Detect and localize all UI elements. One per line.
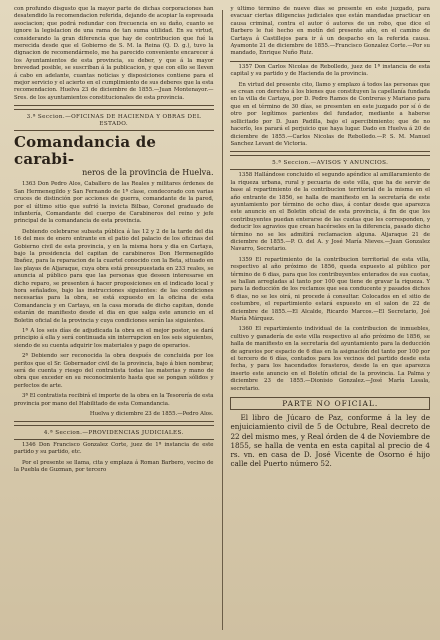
section-rule	[14, 105, 214, 110]
notice-1363-intro: 1363 Don Pedro Alos, Caballero de las Reales y militares órdenes de San Hermenegildo y San Fernando de 1ª clase, condecorado con varias cruces de distinción por acciones de guerra, comandante de la pared, por el último sitio que sufrió la invicta Bilbao, Coronel graduado de infantería, Comandante del cuerpo de Carabineros del reino y jefe principal de la comandancia de esta provincia.	[14, 181, 214, 225]
column-divider	[222, 10, 223, 630]
right-top-paragraph: y último término de nueve dias se presente en este juzgado, para evacuar ciertas diligencias judiciales que están mandadas practicar en causa criminal, contra el autor ó autores de un robo, que dice el Barbero le fué hecho en motín del presente año, en el camino de Cartaya á Castillejos para ir á un despacho en la referida causa. Ayamonte 21 de diciembre de 1855.—Francisco Gonzalez Corte.—Por su mandado, Enrique Nuño Ruiz.	[230, 6, 430, 57]
comandancia-subtitle: neros de la provincia de Huelva.	[82, 168, 214, 178]
two-column-layout	[14, 6, 430, 634]
section-heading-avisos: 5.ª Seccion.—AVISOS Y ANUNCIOS.	[272, 160, 389, 167]
section-rule	[230, 169, 430, 170]
condition-1: 1ª A los seis días de adjudicada la obra en el mejor postor, se dará principio á ella y será continuada sin interrupcion en los seis siguientes, siendo de su cuenta adquirir los materiales y pago de operarios.	[14, 328, 214, 349]
notice-1346-body: Por el presente se llama, cita y emplaza á Roman Barbero, vecino de la Puebla de Guzman, por tercero	[14, 459, 214, 474]
condition-3: 3ª El contratista recibirá el importe de la obra en la Tesorería de esta provincia por mano del Habilitado de esta Comandancia.	[14, 393, 214, 407]
comandancia-title: Comandancia de carabi-	[14, 133, 157, 169]
notice-1346: 1346 Don Francisco Gonzalez Corte, juez de 1ª instancia de este partido y su partido, etc.	[14, 442, 214, 456]
condition-2: 2ª Debiendo ser reconocida la obra después de concluida por los peritos que el Sr. Gobernador civil de la provincia, bajo á bien nombrar, será de cuenta y riesgo del contratista todas las materias y mano de obra que exceder en su reconocimiento hasta que se pongan sólidos y perfectos de arte.	[14, 353, 214, 389]
notice-1360: 1360 El repartimiento individual de la contribucion de inmuebles, cultivo y ganadería de este villa respectivo al año próximo de 1856, se halla de manifiesto en la secretaría del ayuntamiento para la deducción de agravios por espacio de 6 dias en la asignación del tanto por 100 por el tercero de 6 días, contados para los vecinos del partido desde esta fecha, y para los hacendados forasteros, desde la en que aparezca inserto este anuncio en el Boletín oficial de la provincia. La Palma y diciembre 23 de 1855.—Dionisio Gonzalez.—José María Lasala, secretario.	[230, 326, 430, 392]
section-rule	[14, 439, 214, 440]
book-sale-notice: El libro de Júcaro de Paz, conforme á la ley de enjuiciamiento civil de 5 de Octubre, Real decreto de 22 del mismo mes, y Real órden de 4 de Noviembre de 1855, se halla de venta en esta capital al precio de 4 rs. vn. en casa de D. José Vicente de Osorno é hijo calle del Puerto número 52.	[230, 413, 430, 469]
section-rule	[230, 61, 430, 62]
section-rule	[14, 130, 214, 131]
section-rule	[14, 421, 214, 426]
notice-1357-body: En virtud del presente cito, llamo y emplazo á todos las personas que se crean con derecho á los bienes que constituyen la capellanía fundada en la villa de Cartaya, por D. Pedro Ramos de Contreras y Mariano para que en el término de 30 días, se presenten en este juzgado por sí ó de otro por legítimos parientes del fundador, mediante a haberse sollicitado por D. Juan Padilla, bajo el apercibimiento; que de no hacerlo, les parará el perjuicio que haya lugar. Dado en Huelva á 20 de diciembre de 1855.—Carlos Nicolas de Rebolledo.—P. S. M. Manuel Sanchez Levant de Victoria.	[230, 81, 430, 147]
signature-alos: Huelva y diciembre 23 de 1855.—Pedro Alos.	[89, 411, 214, 418]
right-column	[230, 6, 430, 634]
section-heading-judiciales: 4.ª Seccion.—PROVIDENCIAS JUDICIALES.	[43, 430, 184, 437]
section-rule	[230, 151, 430, 156]
notice-1363-body: Debiendo celebrarse subasta pública á las 12 y 2 de la tarde del dia 16 del mes de enero entrante en el patio del palacio de los oficinas del Gobierno civil de esta provincia, y en la misma hora y dia en Cartaya, bajo la presidencia del capitan de carabineros Don Hermenegildo Ibañez, para la reparacion de la cuartel conocido con la Beta, situado en las playas de Aljaraque, cuya obra está presupuestada en 233 reales, se anuncia al público para que las personas que deseen interesarse en dicho reparo, se presenten á hacer proposiciones en el indicado local y hora señalados, bajo las instrucciones siguientes: de las condiciones necesarias para la obra, se está expuesto en la oficina de esta Comandancia y en Cartaya, en la casa morada de dicho capitan, donde estarán de manifiesto desde el dia en que salga este anuncio en el Boletin oficial de la provincia y cuya condiciones serán las siguientes.	[14, 228, 214, 324]
parte-no-oficial-heading: PARTE NO OFICIAL.	[230, 397, 430, 410]
section-heading-hacienda: 3.ª Seccion.—OFICINAS DE HACIENDA Y OBRAS DEL ESTADO.	[26, 114, 201, 128]
left-top-paragraph: con profundo disgusto que la mayor parte de dichas corporaciones han desatendido la recomendacion referida, dejando de acopiar la espresada asociacion; que podrá redundar con frecuencia en su daño, cuanto se ignore la legislacion de una rama de tan suma utilidad. En su virtud, considerando la gran diferencia que hay de contribucion que fué la merecida desde que el Gobierno de S. M. la Reina (Q. D. g.), tuvo la dignacion de recomendármelo, me ha parecido conveniente encarecer á los Ayuntamientos de esta provincia, su deber, y que á la mayor brevedad posible, se suscriban á la publicacion, y que con ello se lleven á cabo en adelante, cuantas noticias y disposiciones contiene para el mejor servicio y el acierto en el cumplimiento de sus deberes que la esta recomendacion. Huelva 23 de diciembre de 1855.—Juan Montenayor.—Sres. de los ayuntamientos constitucionales de esta provincia.	[14, 6, 214, 101]
notice-1358: 1358 Hallándose concluido el segundo apéndice al amillaramiento de la riqueza urbana, rural y pecuaria de este villa, que ha de servir de base al repartimiento de la contribucion territorial de la misma en el año entrante de 1856, se halla de manifiesto en la secretaría de este ayuntamiento por término de ocho dias, á contar desde que aparezca este anuncio en el Boletin oficial de esta provincia, á fin de que los contribuyentes puedan enterarse de las cuotas que les corresponden, y deducir los agravios que crean hacérseles en la diferencia, pasado dicho término no se les admitirá reclamacion alguna. Aljaraque 21 de diciembre de 1855.—P. O. del A. y José María Nieves.—Juan Gonzalez Navarro, Secretario.	[230, 172, 430, 253]
notice-1357-intro: 1357 Don Carlos Nicolas de Rebolledo, juez de 1ª instancia de esta capital y su partido y de Hacienda de la provincia.	[230, 63, 430, 78]
left-column	[14, 6, 214, 634]
notice-1359: 1359 El repartimiento de la contribucion territorial de esta villa, respectivo al año próximo de 1856, queda expuesto al público por término de 6 dias, para que los contribuyentes enterados de sus cuotas, se hallan arregladas al tanto por 100 que tiene de gravar la riqueza. Y para la deducción de los reclamos que sea conducente y pasados dichos 6 dias, no se les oirá, ni procede á consultar. Colocados en el sitio de costumbre, el repartimiento estará expuesto en el salon de 22 de diciembre de 1855.—El Alcalde, Ricardo Marcos.—El Secretario, Joé María Márquez.	[230, 256, 430, 323]
